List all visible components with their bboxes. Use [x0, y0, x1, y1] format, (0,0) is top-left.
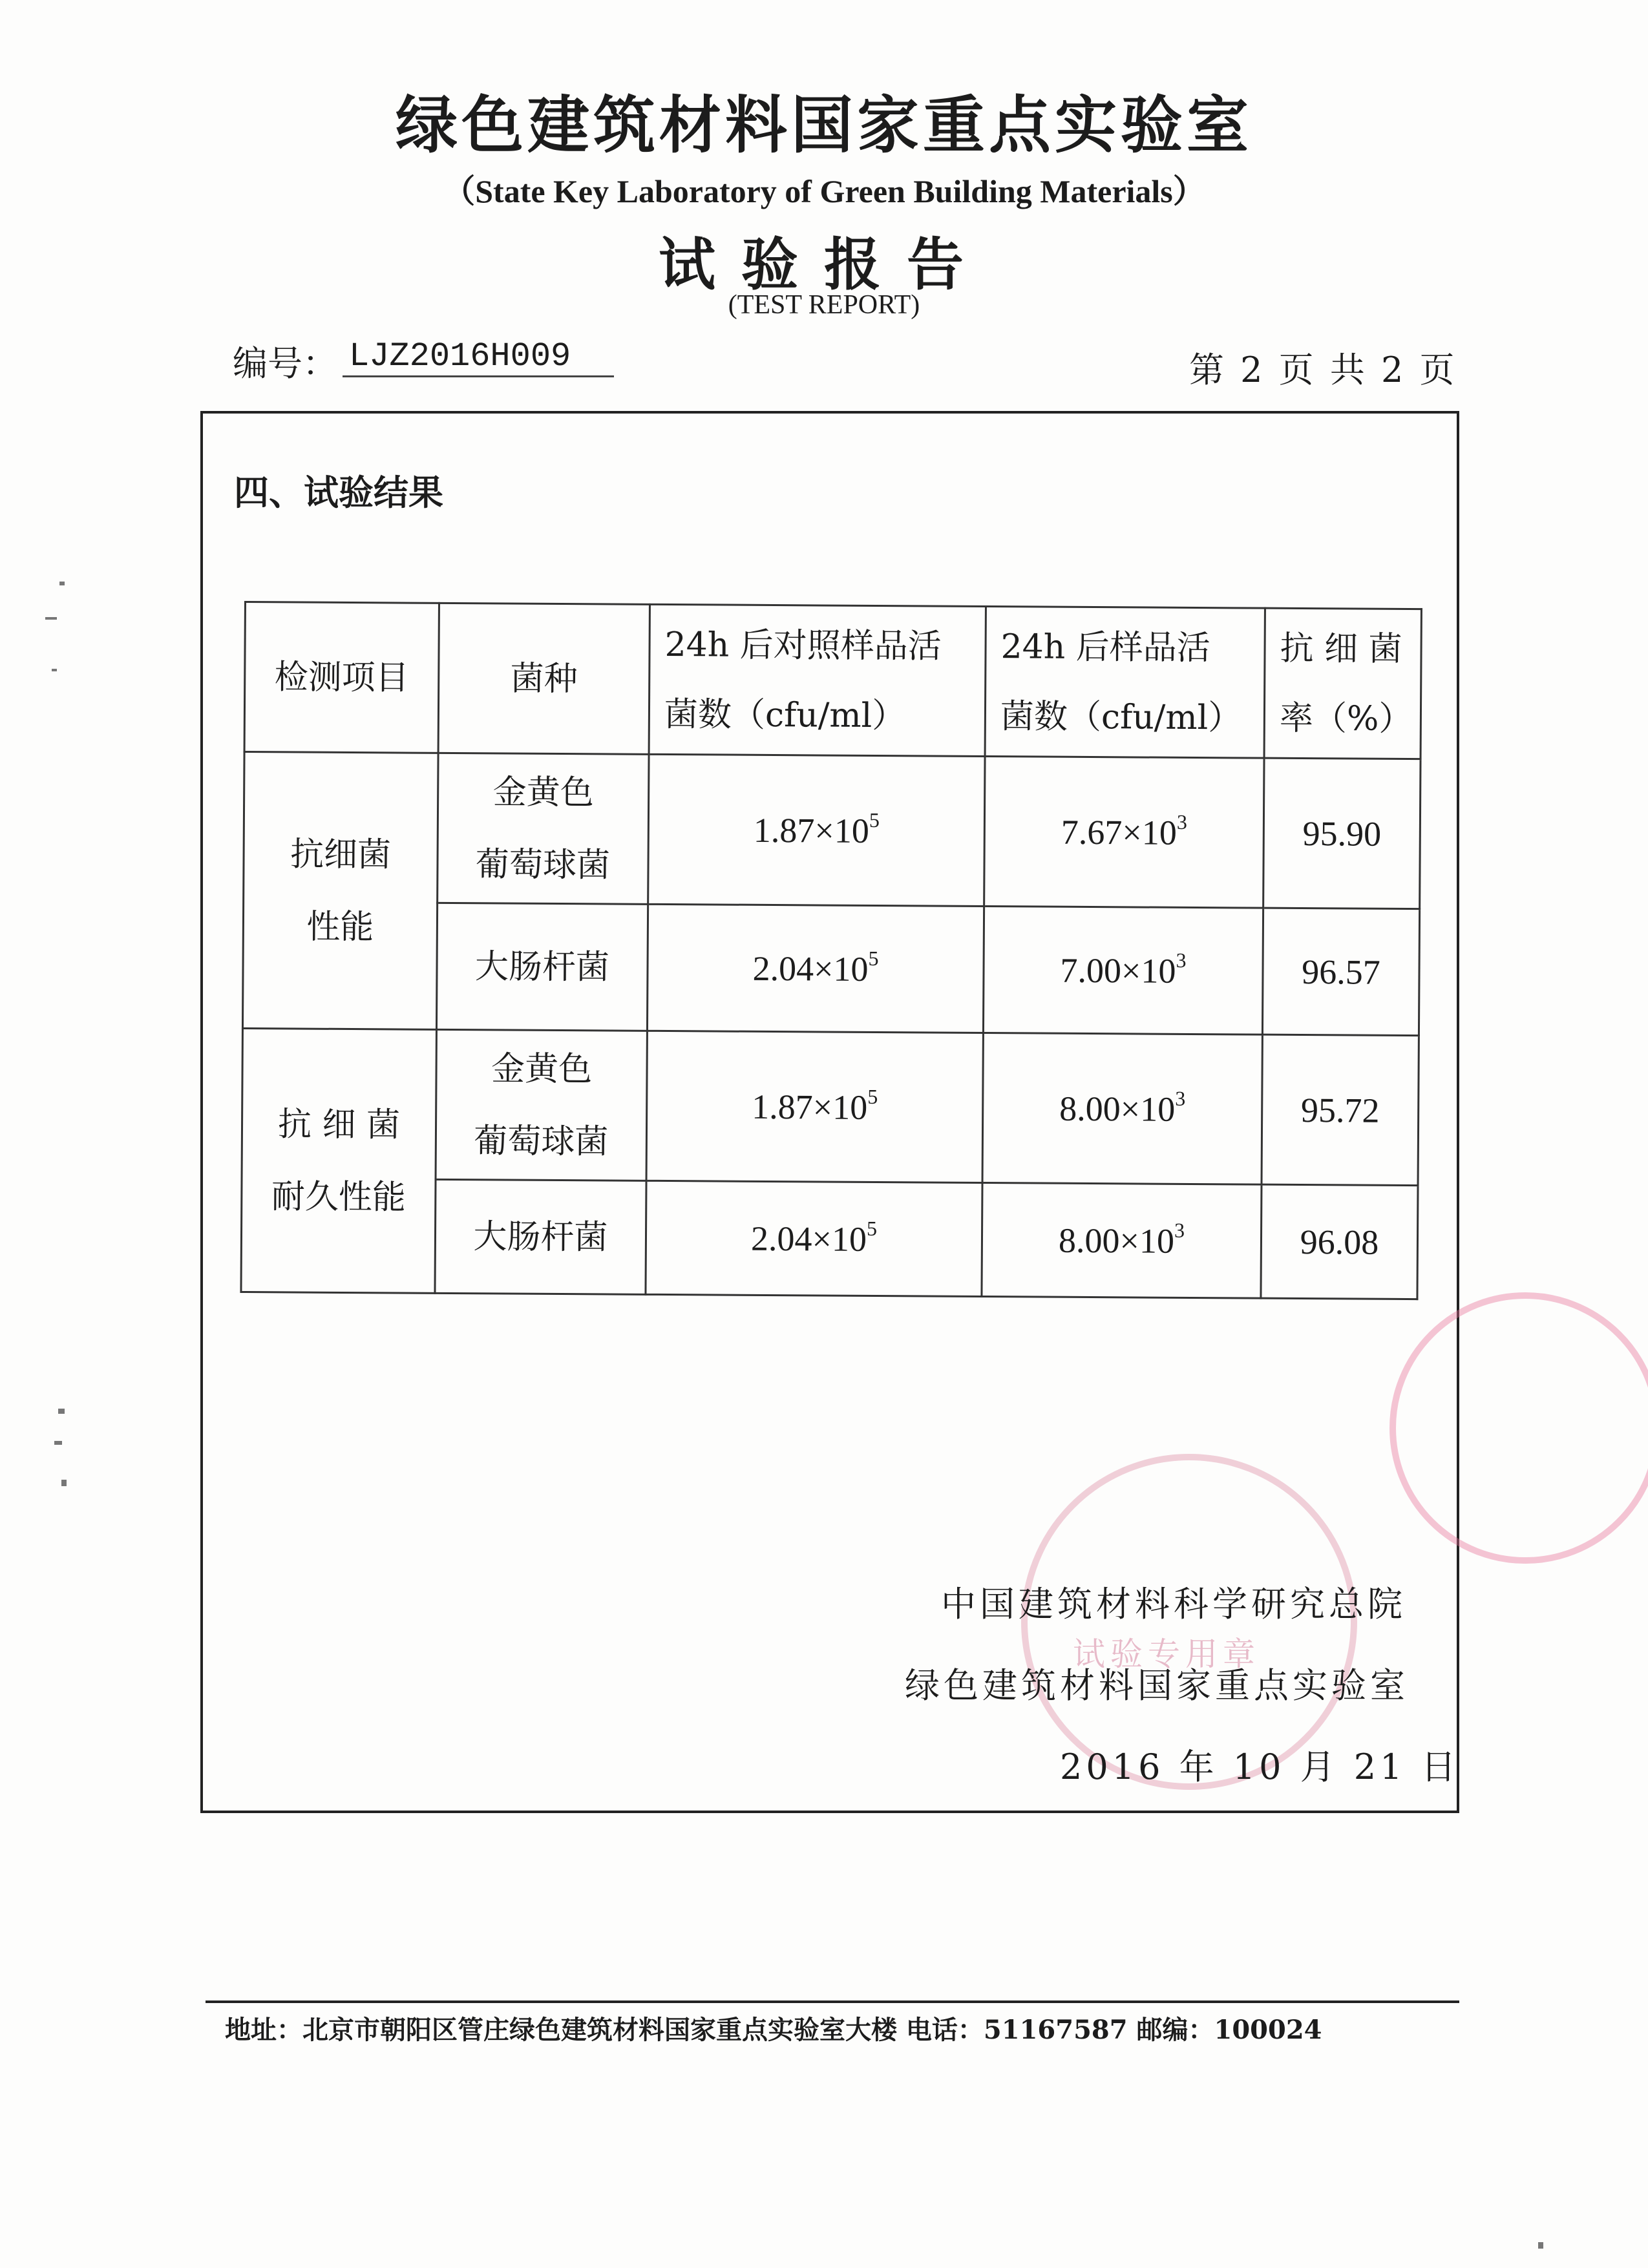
table-row	[242, 1028, 1419, 1185]
sample-count-exponent: 3	[1174, 1218, 1185, 1242]
footer-divider	[206, 2000, 1459, 2003]
strain-line2: 葡萄球菌	[474, 1121, 609, 1161]
rate-cell: 96.08	[1261, 1184, 1418, 1299]
scan-speck	[58, 1409, 65, 1414]
header-strain: 菌种	[438, 603, 650, 754]
test-item-line2: 耐久性能	[271, 1177, 407, 1217]
strain-cell	[438, 753, 649, 904]
header-rate-line1: 抗 细 菌	[1280, 629, 1402, 669]
control-count-exponent: 5	[867, 1084, 878, 1108]
partial-seal	[1389, 1292, 1648, 1564]
test-item-cell	[242, 752, 438, 1030]
scan-speck	[61, 1480, 67, 1486]
header-control-count-line2: 菌数（cfu/ml）	[664, 695, 906, 735]
report-title-en: (TEST REPORT)	[728, 290, 920, 320]
control-count-base: 1.87×10	[752, 1087, 868, 1127]
sample-count-base: 8.00×10	[1059, 1089, 1176, 1129]
sample-count-cell	[982, 1182, 1262, 1298]
serial-number: LJZ2016H009	[343, 337, 614, 377]
seal-text: 试验专用章	[1073, 1635, 1260, 1673]
serial-label: 编号：	[233, 343, 337, 384]
sample-count-cell	[983, 907, 1263, 1035]
strain-cell	[436, 903, 648, 1031]
strain-cell	[435, 1179, 646, 1294]
sample-count-cell	[982, 1033, 1262, 1184]
rate-cell: 95.72	[1262, 1034, 1419, 1185]
page-indicator: 第 2 页 共 2 页	[1189, 350, 1457, 390]
header-rate	[1264, 608, 1421, 759]
lab-title-en: （State Key Laboratory of Green Building Materials）	[443, 173, 1205, 209]
section-heading: 四、试验结果	[234, 472, 443, 513]
header-test-item: 检测项目	[244, 602, 439, 753]
strain-line2: 葡萄球菌	[475, 845, 611, 885]
scan-speck	[59, 582, 65, 585]
test-item-line1: 抗 细 菌	[277, 1104, 401, 1144]
sample-count-base: 7.00×10	[1060, 950, 1176, 991]
control-count-exponent: 5	[866, 1216, 878, 1240]
header-rate-line2: 率（%）	[1279, 698, 1413, 739]
control-count-base: 2.04×10	[750, 1219, 867, 1259]
header-control-count-line1: 24h 后对照样品活	[664, 625, 942, 666]
header-control-count	[649, 604, 986, 756]
rate-cell: 95.90	[1263, 758, 1421, 908]
control-count-exponent: 5	[868, 946, 879, 970]
scan-speck	[52, 669, 57, 671]
rate-cell: 96.57	[1262, 908, 1419, 1035]
header-sample-count-line2: 菌数（cfu/ml）	[1000, 697, 1242, 737]
report-title-cn: 试验报告	[658, 231, 989, 298]
signing-lab: 绿色建筑材料国家重点实验室	[905, 1665, 1409, 1706]
control-count-cell	[646, 1181, 982, 1296]
control-count-cell	[646, 1031, 983, 1182]
control-count-cell	[648, 754, 985, 906]
scan-speck	[1538, 2242, 1543, 2249]
control-count-base: 1.87×10	[753, 810, 870, 850]
sample-count-exponent: 3	[1176, 948, 1187, 972]
header-sample-count-line1: 24h 后样品活	[1000, 627, 1210, 667]
sample-count-exponent: 3	[1176, 810, 1188, 834]
test-item-line2: 性能	[306, 907, 374, 947]
report-date: 2016 年 10 月 21 日	[1060, 1747, 1460, 1787]
strain-line1: 大肠杆菌	[473, 1217, 608, 1257]
header-sample-count	[985, 607, 1265, 759]
sample-count-exponent: 3	[1175, 1086, 1186, 1110]
lab-title-cn: 绿色建筑材料国家重点实验室	[396, 89, 1252, 162]
sample-count-base: 8.00×10	[1058, 1221, 1175, 1261]
scan-speck	[45, 617, 57, 620]
sample-count-cell	[984, 757, 1264, 908]
signing-institute: 中国建筑材料科学研究总院	[941, 1584, 1406, 1624]
test-item-line1: 抗细菌	[290, 834, 392, 874]
test-item-cell	[241, 1028, 436, 1293]
strain-line1: 金黄色	[491, 1049, 593, 1089]
control-count-exponent: 5	[869, 808, 880, 832]
strain-line1: 大肠杆菌	[474, 947, 610, 987]
strain-line1: 金黄色	[492, 772, 594, 812]
table-header-row	[244, 602, 1421, 759]
table-row	[244, 752, 1421, 909]
footer-address: 地址：北京市朝阳区管庄绿色建筑材料国家重点实验室大楼 电话：51167587 邮编：100024	[225, 2015, 1322, 2045]
results-table	[240, 601, 1422, 1300]
sample-count-base: 7.67×10	[1061, 812, 1178, 852]
strain-cell	[436, 1029, 647, 1181]
control-count-cell	[647, 904, 984, 1033]
scan-speck	[54, 1441, 62, 1445]
control-count-base: 2.04×10	[752, 949, 869, 989]
